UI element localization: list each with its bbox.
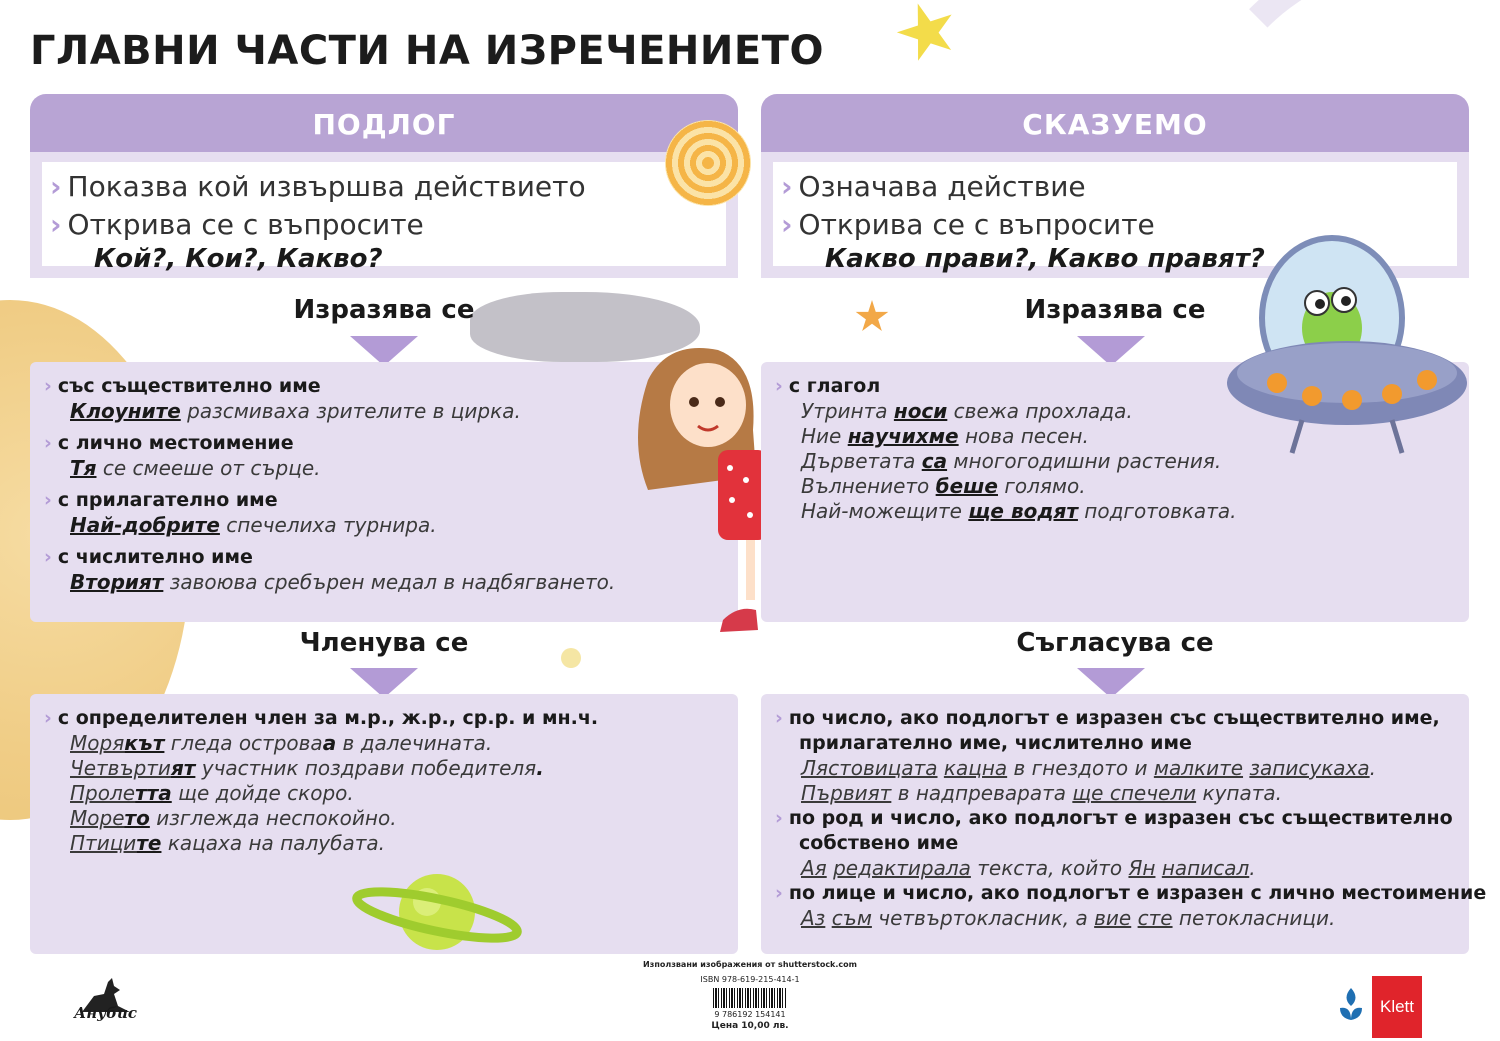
saturn-illustration [352, 860, 522, 960]
ufo-alien-illustration [1222, 208, 1472, 468]
example-line: Дърветата са многогодишни растения. [801, 449, 1222, 473]
chevron-right-icon: › [44, 707, 52, 729]
chevron-right-icon: › [775, 882, 783, 904]
isbn: ISBN 978-619-215-414-1 [700, 975, 800, 984]
image-credits: Използвани изображения от shutterstock.com [642, 960, 857, 969]
chevron-right-icon: › [44, 489, 52, 511]
chevron-right-icon: › [775, 807, 783, 829]
example-line: Морето изглежда неспокойно. [70, 806, 397, 830]
list-item: › с лично местоимение Тя се смееше от сърце. [44, 432, 321, 480]
example-line: Четвъртият участник поздрави победителя. [70, 756, 544, 780]
chevron-right-icon: › [44, 546, 52, 568]
expressed-label: Изразява се [293, 295, 475, 325]
list-item: › със съществително име Клоуните разсмиваха зрителите в цирка. [44, 375, 521, 423]
klett-logo: Klett [1372, 976, 1422, 1038]
anubis-logo-text: Анубис [74, 1004, 137, 1022]
predicate-header: СКАЗУЕМО [761, 94, 1469, 152]
star-icon [889, 0, 965, 70]
agreement-label: Съгласува се [1016, 628, 1214, 658]
barcode [713, 988, 787, 1008]
article-label: Членува се [299, 628, 469, 658]
chevron-right-icon: › [44, 375, 52, 397]
footer-info [640, 960, 860, 1031]
example-line: Утринта носи свежа прохлада. [801, 399, 1133, 423]
chevron-right-icon: › [781, 170, 793, 203]
chevron-right-icon: › [50, 208, 62, 241]
expressed-label: Изразява се [1024, 295, 1206, 325]
example-line: Аз съм четвъртокласник, а вие сте петокласници. [801, 906, 1336, 930]
example-line: Вълнението беше голямо. [801, 474, 1086, 498]
page-title: ГЛАВНИ ЧАСТИ НА ИЗРЕЧЕНИЕТО [30, 28, 824, 74]
price: Цена 10,00 лв. [711, 1021, 789, 1031]
list-item: › с прилагателно име Най-добрите спечелиха турнира. [44, 489, 437, 537]
subject-questions: Кой?, Кои?, Какво? [94, 244, 383, 274]
chevron-right-icon: › [781, 208, 793, 241]
barcode-digits: 9 786192 154141 [714, 1010, 786, 1019]
chevron-right-icon: › [50, 170, 62, 203]
girl-illustration [628, 340, 768, 640]
example-line: Лястовицата кацна в гнездото и малките записукаха. [801, 756, 1376, 780]
predicate-definition: › Означава действие › Открива се с въпросите Какво прави?, Какво правят? [761, 152, 1469, 278]
subject-article-box: › с определителен член за м.р., ж.р., ср.р. и мн.ч. Морякът гледа островаа в далечината. Четвъртият участник поздрави победителя. Пролетта ще дойде скоро. Морето изглежда неспокойно. Птиците кацаха на палубата. [30, 694, 738, 954]
chevron-right-icon: › [775, 707, 783, 729]
chevron-right-icon: › [44, 432, 52, 454]
subject-header: ПОДЛОГ [30, 94, 738, 152]
subject-column [30, 94, 738, 278]
list-item: › с числително име Вторият завоюва сребърен медал в надбягването. [44, 546, 616, 594]
predicate-questions: Какво прави?, Какво правят? [825, 244, 1265, 274]
klett-symbol-icon [1334, 984, 1368, 1024]
subject-definition: › Показва кой извършва действието › Открива се с въпросите Кой?, Кои?, Какво? [30, 152, 738, 278]
spiral-planet-decoration [665, 120, 751, 206]
example-line: Птиците кацаха на палубата. [70, 831, 385, 855]
example-line: Ние научихме нова песен. [801, 424, 1089, 448]
example-line: Най-можещите ще водят подготовката. [801, 499, 1237, 523]
example-line: Ая редактирала текста, който Ян написал. [801, 856, 1256, 880]
chevron-right-icon: › [775, 375, 783, 397]
example-line: Пролетта ще дойде скоро. [70, 781, 354, 805]
example-line: Първият в надпреварата ще спечели купата. [801, 781, 1282, 805]
example-line: Морякът гледа островаа в далечината. [70, 731, 493, 755]
predicate-agreement-box: › по число, ако подлогът е изразен със съществително име, прилагателно име, числително име Лястовицата кацна в гнездото и малките записукаха. Първият в надпреварата ще спечели купата. › по род и число, ако подлогът е изразен със съществително собствено име Ая редактирала текста, който Ян написал. › по лице и число, ако подлогът е изразен с лично местоимение Аз съм четвъртокласник, а вие сте петокласници. [761, 694, 1469, 954]
predicate-expressed-box: › с глагол Утринта носи свежа прохлада. Ние научихме нова песен. Дърветата са многогодишни растения. Вълнението беше голямо. Най-можещите ще водят подготовката. [761, 362, 1469, 622]
